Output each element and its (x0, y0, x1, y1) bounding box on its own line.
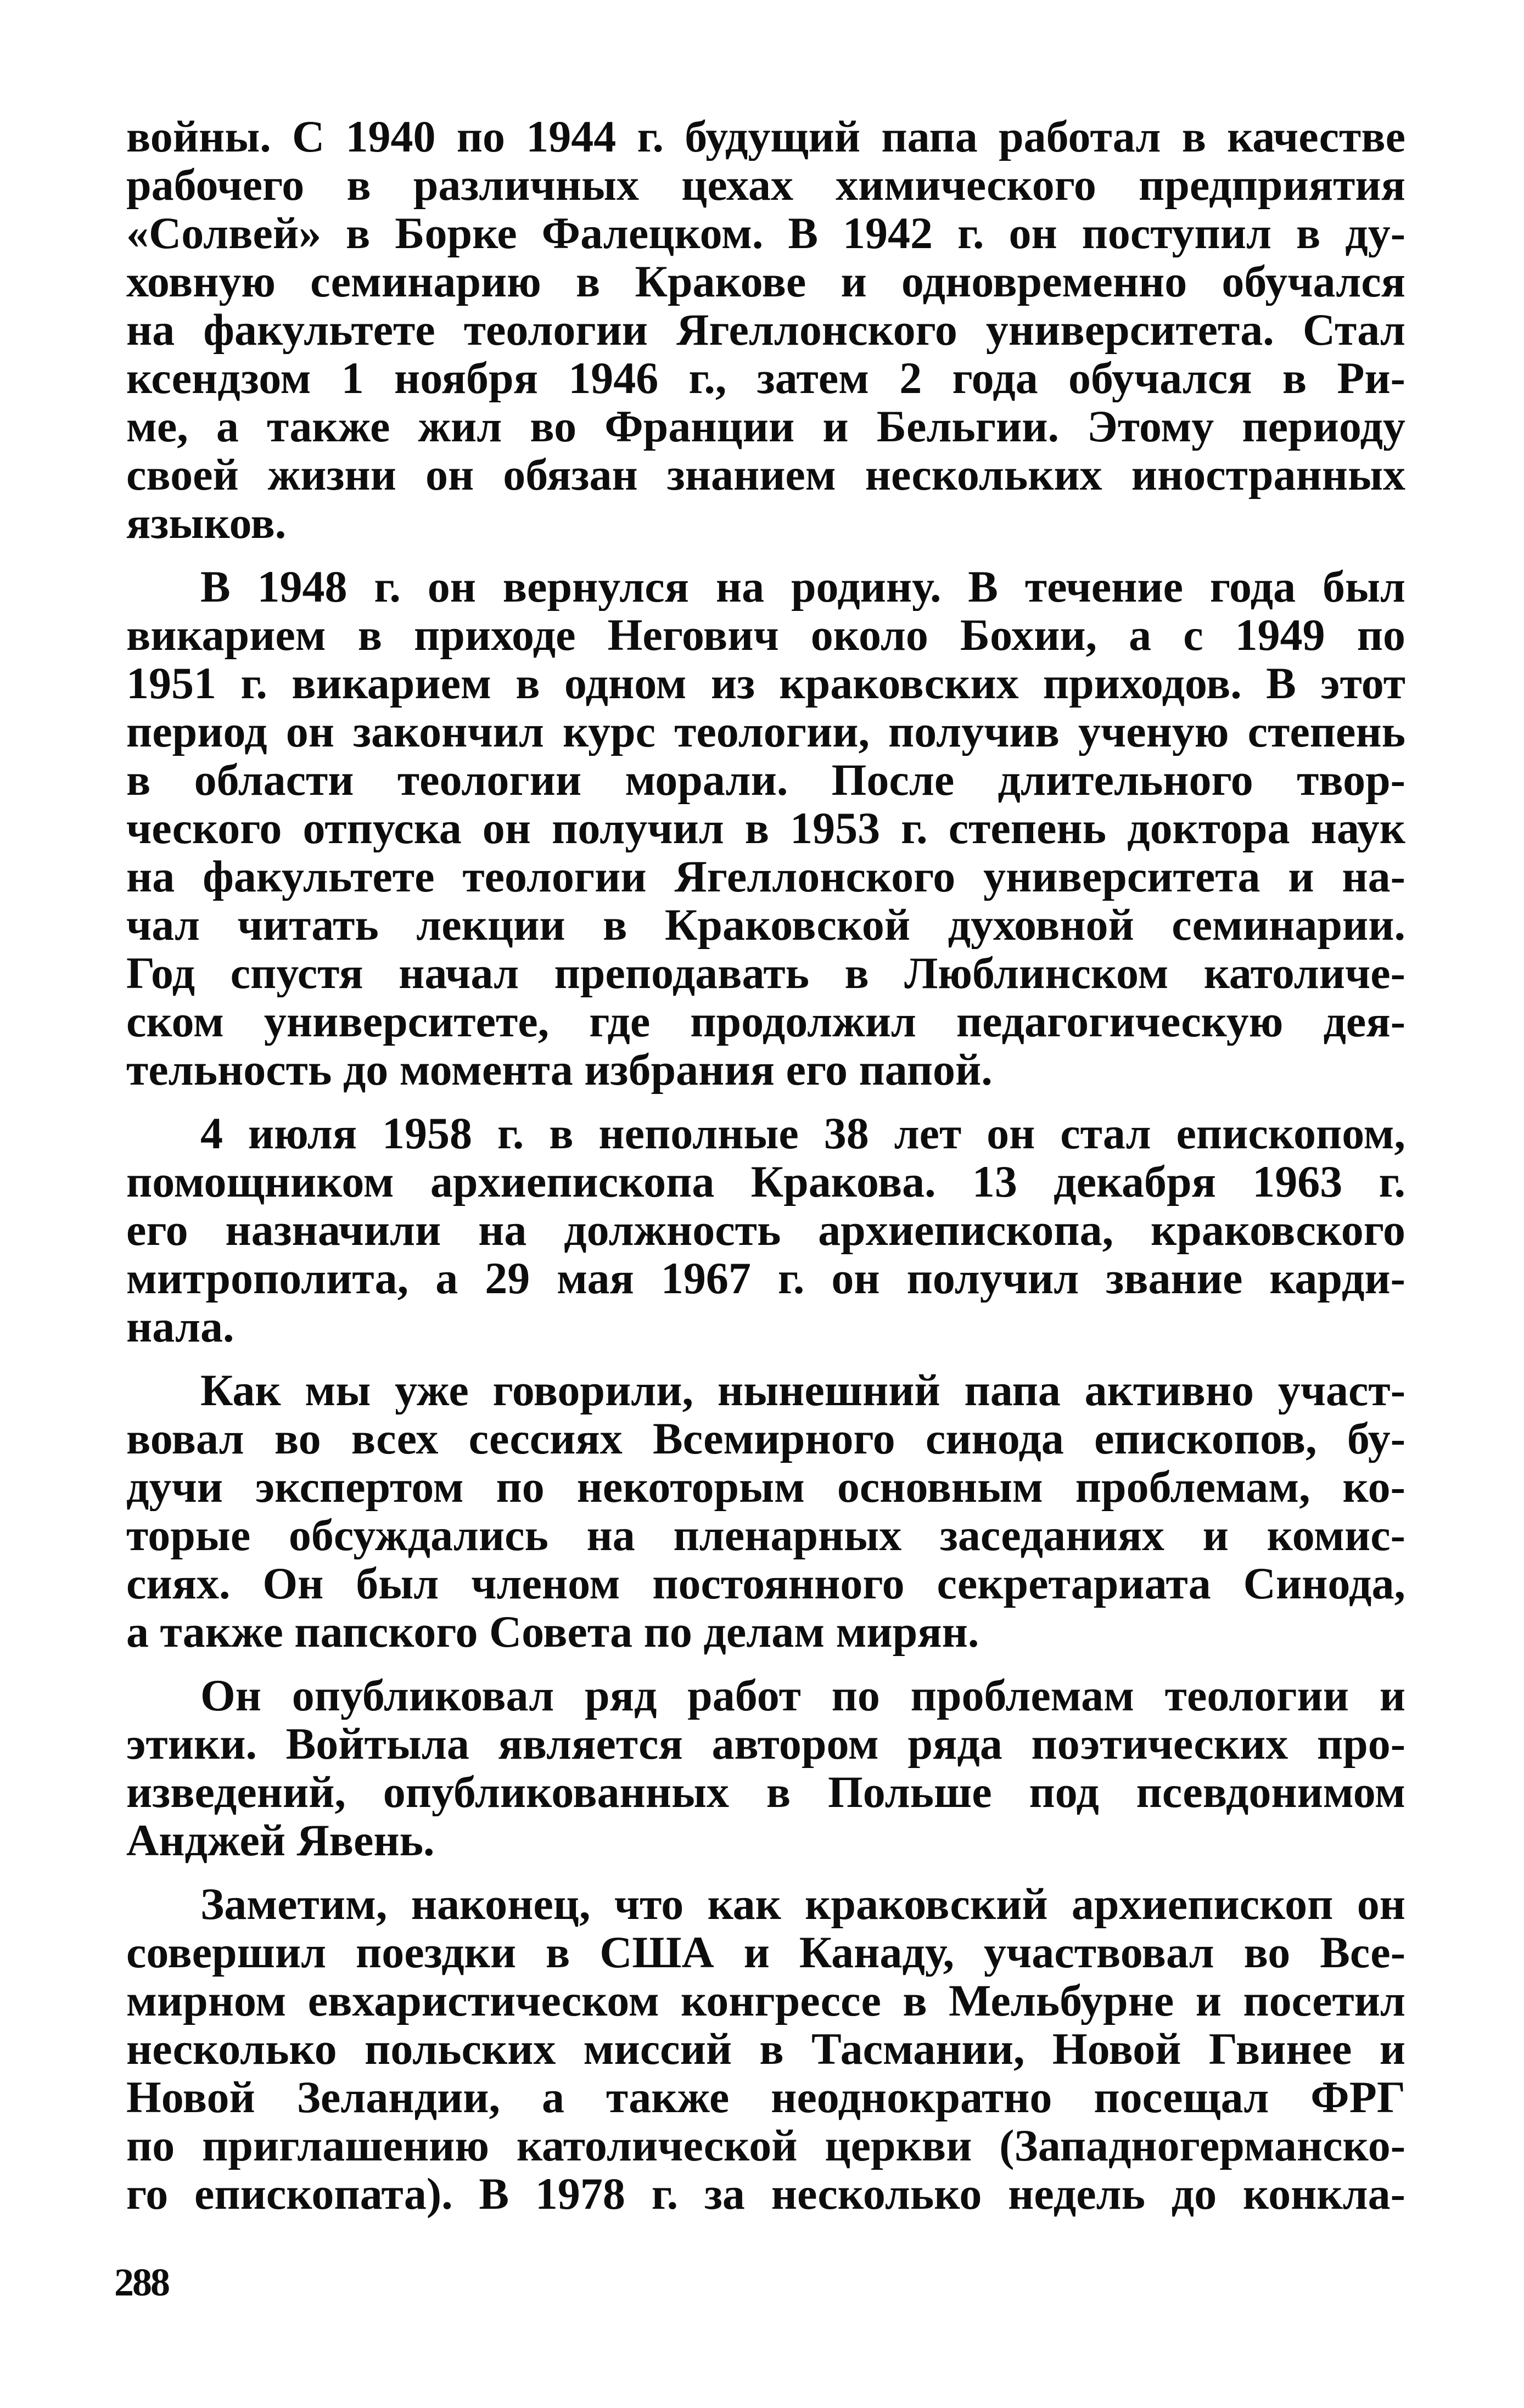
text-line: в области теологии морали. После длительного твор- (126, 756, 1405, 804)
text-line: языков. (126, 499, 287, 547)
text-line: рабочего в различных цехах химического предприятия (126, 161, 1405, 209)
text-line: 1951 г. викарием в одном из краковских приходов. В этот (126, 659, 1405, 708)
paragraph (126, 563, 1405, 1094)
text-line: сиях. Он был членом постоянного секретариата Синода, (126, 1559, 1405, 1608)
text-line: ксендзом 1 ноября 1946 г., затем 2 года обучался в Ри- (126, 354, 1405, 402)
text-line: Анджей Явень. (126, 1816, 435, 1865)
text-line: «Солвей» в Борке Фалецком. В 1942 г. он поступил в ду- (126, 209, 1405, 257)
text-line: мирном евхаристическом конгрессе в Мельбурне и посетил (126, 1977, 1405, 2025)
text-line: Заметим, наконец, что как краковский архиепископ он (200, 1880, 1405, 1928)
text-line: чал читать лекции в Краковской духовной семинарии. (126, 901, 1405, 949)
text-line: дучи экспертом по некоторым основным проблемам, ко- (126, 1463, 1405, 1511)
text-line: на факультете теологии Ягеллонского университета и на- (126, 852, 1405, 901)
text-line: несколько польских миссий в Тасмании, Новой Гвинее и (126, 2025, 1405, 2073)
text-line: Новой Зеландии, а также неоднократно посещал ФРГ (126, 2073, 1405, 2121)
text-line: Год спустя начал преподавать в Люблинском католиче- (126, 949, 1405, 997)
text-line: нала. (126, 1303, 234, 1351)
text-line: вовал во всех сессиях Всемирного синода епископов, бу- (126, 1415, 1405, 1463)
text-line: ском университете, где продолжил педагогическую дея- (126, 997, 1405, 1046)
text-line: его назначили на должность архиепископа, краковского (126, 1206, 1405, 1254)
text-line: ческого отпуска он получил в 1953 г. степень доктора наук (126, 804, 1405, 852)
text-line: 4 июля 1958 г. в неполные 38 лет он стал епископом, (200, 1109, 1405, 1158)
page-number: 288 (114, 2260, 169, 2304)
text-line: В 1948 г. он вернулся на родину. В течение года был (200, 563, 1405, 611)
paragraph (126, 1109, 1405, 1351)
paragraph (126, 1366, 1405, 1656)
paragraph (126, 1880, 1405, 2218)
text-line: митрополита, а 29 мая 1967 г. он получил звание карди- (126, 1254, 1405, 1303)
text-line: период он закончил курс теологии, получив ученую степень (126, 708, 1405, 756)
text-line: Как мы уже говорили, нынешний папа активно участ- (200, 1366, 1405, 1415)
text-line: викарием в приходе Негович около Бохии, а с 1949 по (126, 611, 1405, 659)
text-line: го епископата). В 1978 г. за несколько недель до конкла- (126, 2170, 1405, 2218)
text-line: ме, а также жил во Франции и Бельгии. Этому периоду (126, 402, 1405, 451)
paragraph (126, 1671, 1405, 1865)
text-line: ховную семинарию в Кракове и одновременно обучался (126, 257, 1405, 306)
text-line: торые обсуждались на пленарных заседаниях и комис- (126, 1511, 1405, 1559)
text-line: Он опубликовал ряд работ по проблемам теологии и (200, 1671, 1405, 1720)
text-line: совершил поездки в США и Канаду, участвовал во Все- (126, 1928, 1405, 1977)
text-line: а также папского Совета по делам мирян. (126, 1608, 979, 1656)
body-text (126, 113, 1405, 2218)
paragraph (126, 113, 1405, 547)
text-line: на факультете теологии Ягеллонского университета. Стал (126, 306, 1405, 354)
text-line: этики. Войтыла является автором ряда поэтических про- (126, 1720, 1405, 1768)
text-line: по приглашению католической церкви (Западногерманско- (126, 2121, 1405, 2170)
text-line: своей жизни он обязан знанием нескольких иностранных (126, 451, 1405, 499)
text-line: помощником архиепископа Кракова. 13 декабря 1963 г. (126, 1158, 1405, 1206)
text-line: тельность до момента избрания его папой. (126, 1046, 993, 1094)
text-line: изведений, опубликованных в Польше под псевдонимом (126, 1768, 1405, 1816)
text-line: войны. С 1940 по 1944 г. будущий папа работал в качестве (126, 113, 1405, 161)
